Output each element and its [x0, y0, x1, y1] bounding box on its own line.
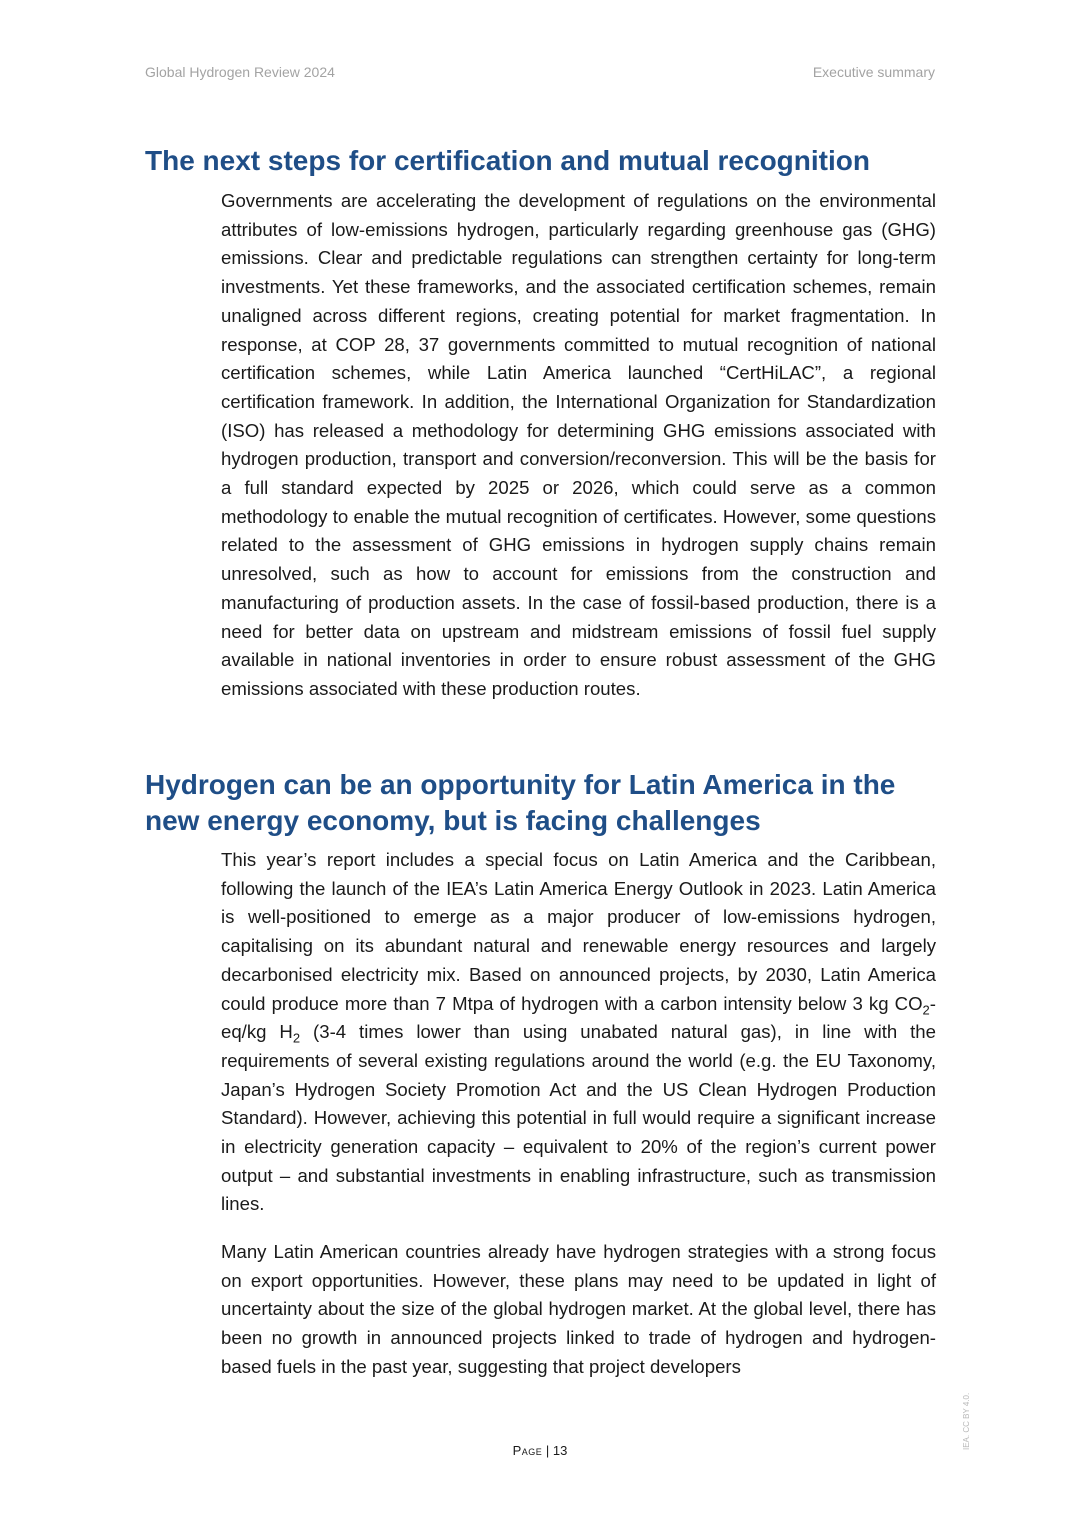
page-number: 13	[552, 1443, 568, 1458]
license-note: IEA. CC BY 4.0.	[962, 1392, 971, 1450]
paragraph-export-strategies: Many Latin American countries already have hydrogen strategies with a strong focus on export opportunities. However, these plans may need to be updated in light of uncertainty about the size of the global hydrogen market. At the global level, there has been no growth in announced projects linked to trade of hydrogen and hydrogen-based fuels in the past year, suggesting that project developers	[221, 1241, 936, 1377]
page-footer	[0, 1443, 1080, 1458]
running-header-section: Executive summary	[812, 64, 935, 80]
paragraph-text-part: This year’s report includes a special focus on Latin America and the Caribbean, following the launch of the IEA’s Latin America Energy Outlook in 2023. Latin America is well-positioned to emerge as a major producer of low-emissions hydrogen, capitalising on its abundant natural and renewable energy resources and largely decarbonised electricity mix. Based on announced projects, by 2030, Latin America could produce more than 7 Mtpa of hydrogen with a carbon intensity below 3 kg CO	[221, 849, 936, 1014]
section-heading-latin-america: Hydrogen can be an opportunity for Latin America in the new energy economy, but is facing challenges	[145, 769, 896, 836]
section-heading-certification: The next steps for certification and mutual recognition	[145, 145, 870, 176]
page-separator: |	[545, 1443, 550, 1458]
page-label: Page	[512, 1443, 543, 1458]
paragraph-text-part: (3-4 times lower than using unabated natural gas), in line with the requirements of several existing regulations around the world (e.g. the EU Taxonomy, Japan’s Hydrogen Society Promotion Act and the US Clean Hydrogen Production Standard). However, achieving this potential in full would require a significant increase in electricity generation capacity – equivalent to 20% of the region’s current power output – and substantial investments in enabling infrastructure, such as transmission lines.	[221, 1021, 936, 1215]
running-header-title: Global Hydrogen Review 2024	[145, 64, 335, 80]
paragraph-certification: Governments are accelerating the development of regulations on the environmental attributes of low-emissions hydrogen, particularly regarding greenhouse gas (GHG) emissions. Clear and predictable regulations can strengthen certainty for long-term investments. Yet these frameworks, and the associated certification schemes, remain unaligned across different regions, creating potential for market fragmentation. In response, at COP 28, 37 governments committed to mutual recognition of national certification schemes, while Latin America launched “CertHiLAC”, a regional certification framework. In addition, the International Organization for Standardization (ISO) has released a methodology for determining GHG emissions associated with hydrogen production, transport and conversion/reconversion. This will be the basis for a full standard expected by 2025 or 2026, which could serve as a common methodology to enable the mutual recognition of certificates. However, some questions related to the assessment of GHG emissions in hydrogen supply chains remain unresolved, such as how to account for emissions from the construction and manufacturing of production assets. In the case of fossil-based production, there is a need for better data on upstream and midstream emissions of fossil fuel supply available in national inventories in order to ensure robust assessment of the GHG emissions associated with these production routes.	[221, 190, 936, 699]
paragraph-latin-america-focus	[221, 846, 936, 1219]
subscript-h2: 2	[292, 1030, 301, 1046]
subscript-co2: 2	[922, 1002, 930, 1018]
paragraph-text-part: -eq/kg H	[221, 992, 936, 1043]
